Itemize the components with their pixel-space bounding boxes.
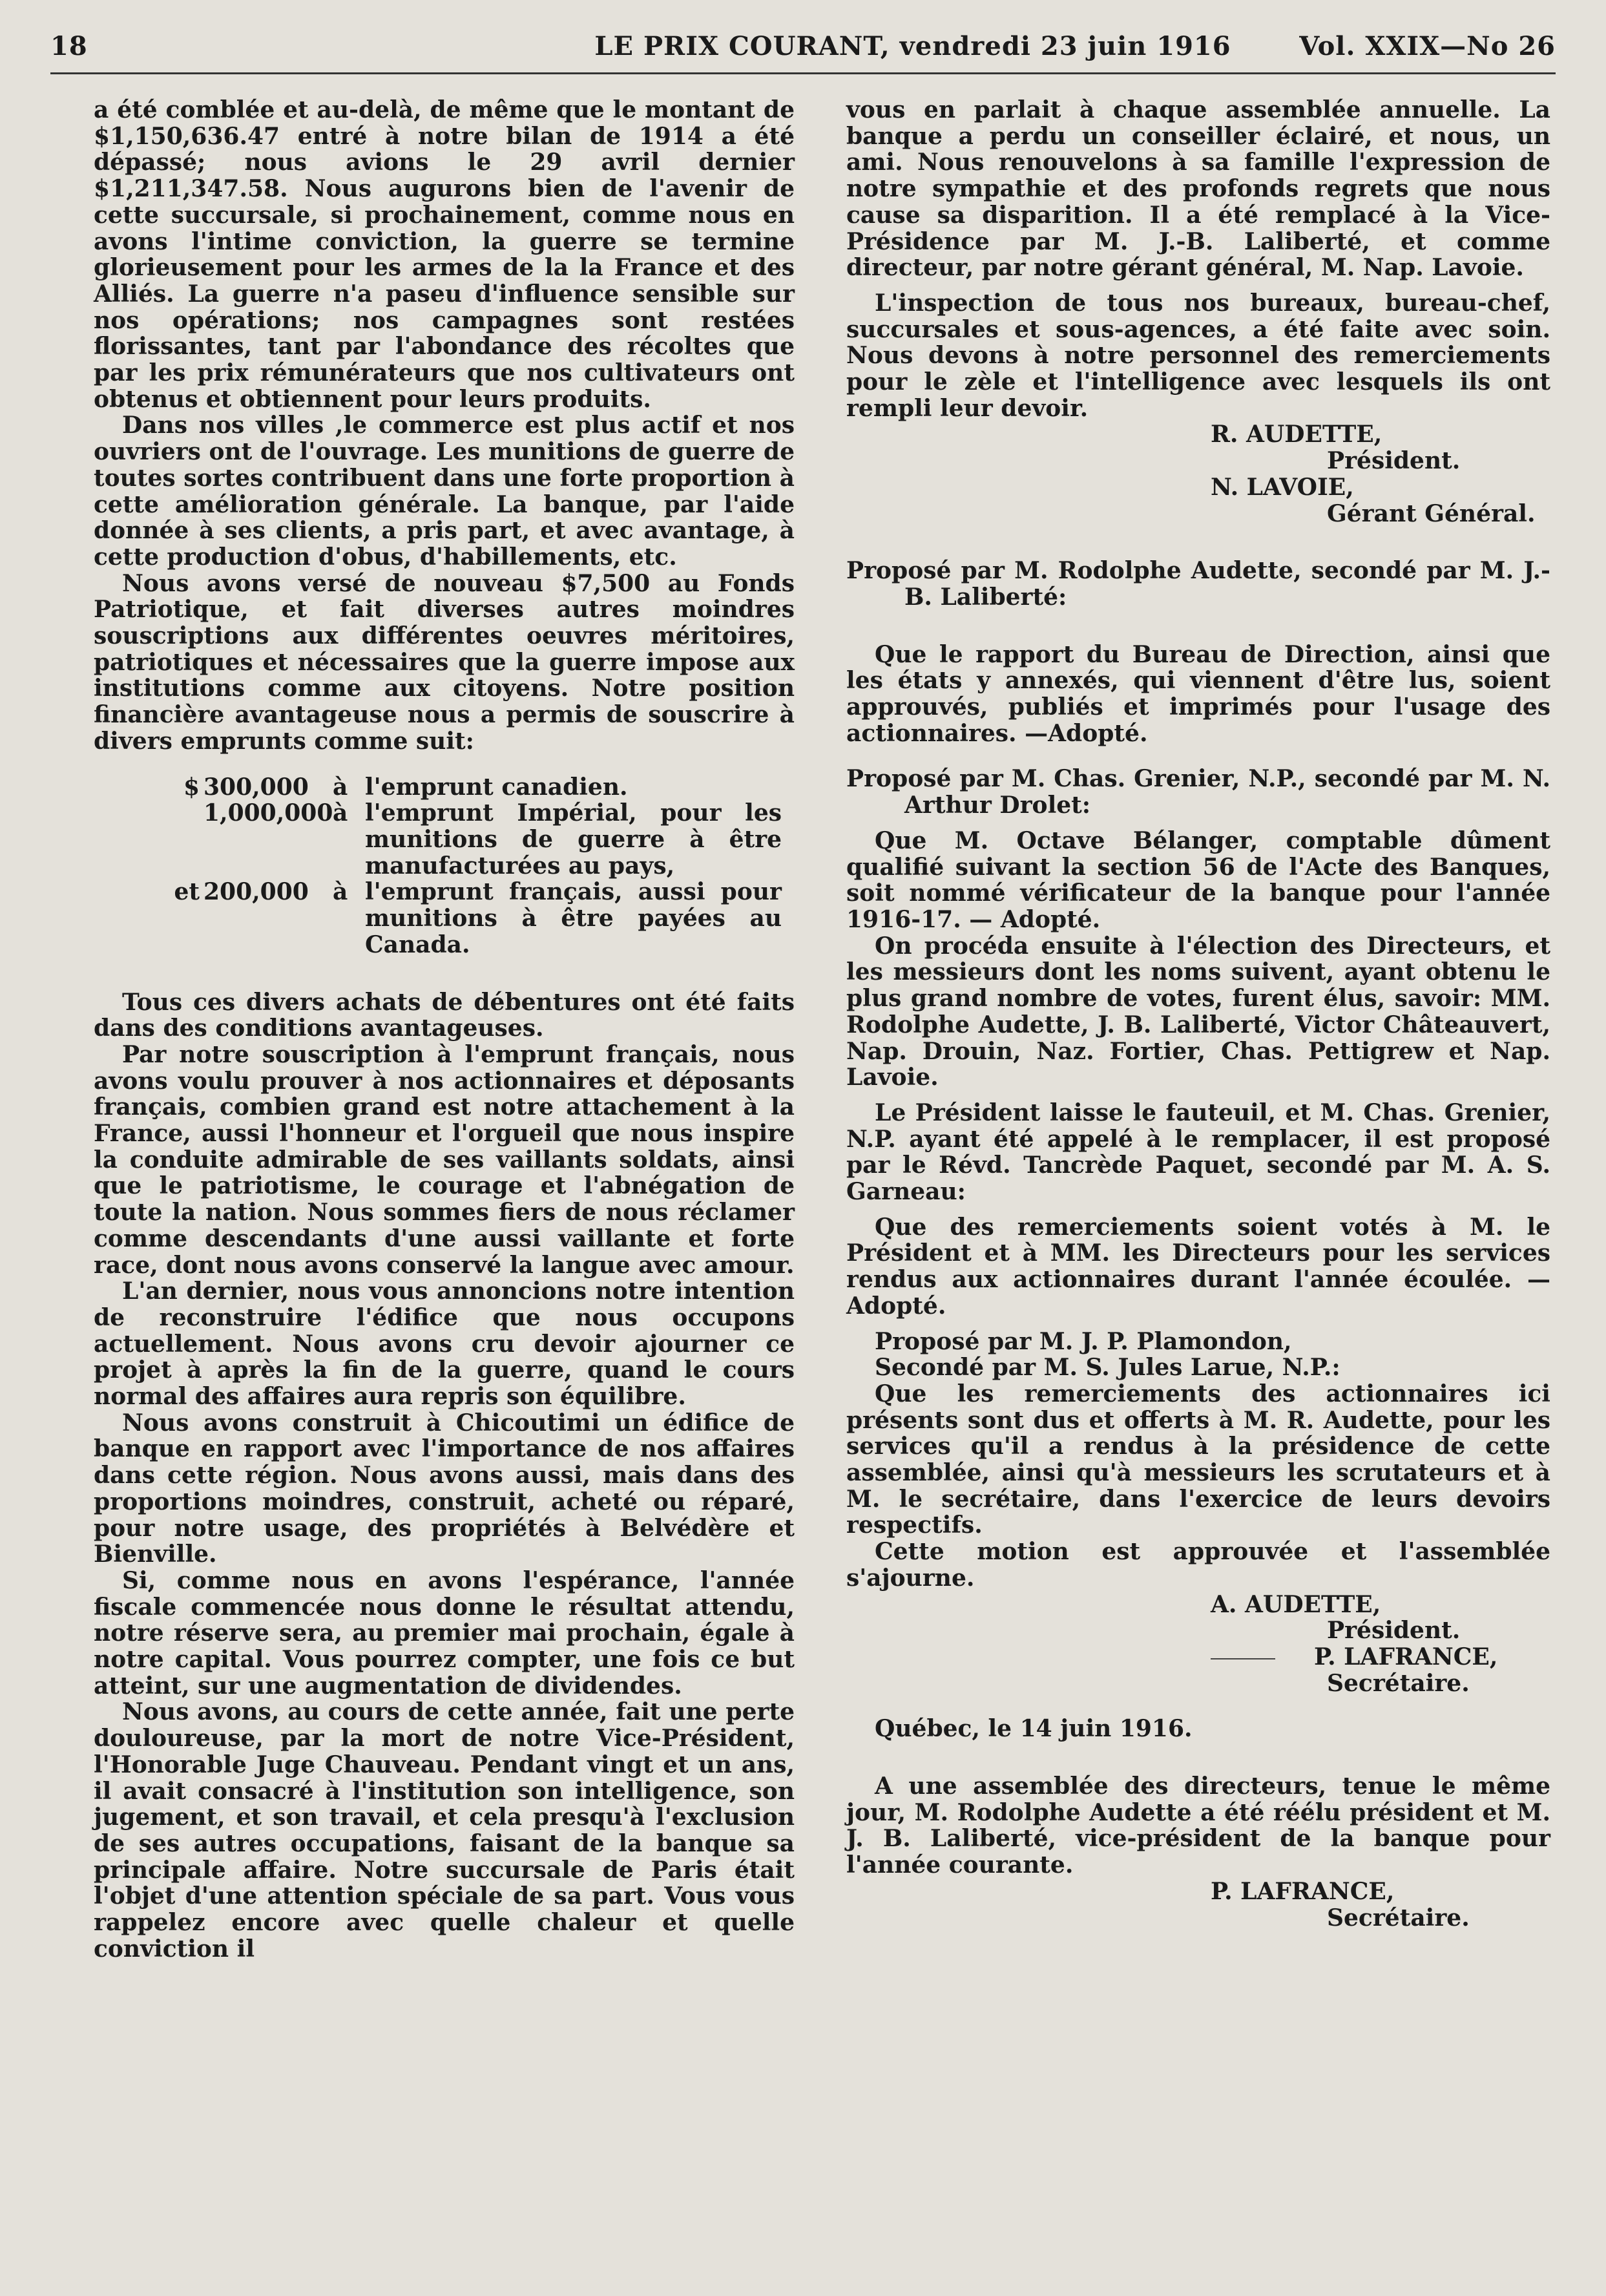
signature-role: Président. [1327,1617,1461,1645]
loan-list [120,774,795,958]
loan-prefix: et [174,878,200,906]
signature-role: Secrétaire. [1327,1904,1470,1932]
loan-prefix [120,800,203,879]
paragraph: Nous avons, au cours de cette année, fait une perte douloureuse, par la mort de notre Vice-Président, l'Honorable Juge Chauveau. Pendant vingt et un ans, il avait consacré à l'institution son intelligence, son jugement, et son travail, et cela presqu'à l'exclusion de ses autres occupations, faisant de la banque sa principale affaire. Notre succursale de Paris était l'objet d'une attention spéciale de sa part. Vous vous rappelez encore avec quelle chaleur et quelle conviction il [94,1698,795,1963]
paragraph: Secondé par M. S. Jules Larue, N.P.: [875,1354,1340,1382]
loan-a: à [333,799,348,827]
page-number: 18 [50,31,88,61]
right-column [846,97,1550,1931]
loan-amount: 200,000 [203,878,309,906]
paragraph: A une assemblée des directeurs, tenue le même jour, M. Rodolphe Audette a été réélu président et M. J. B. Laliberté, vice-président de la banque pour l'année courante. [846,1773,1550,1879]
paragraph: Nous avons construit à Chicoutimi un édifice de banque en rapport avec l'importance de nos affaires dans cette région. Nous avons aussi, mais dans des proportions moindres, construit, acheté ou réparé, pour notre usage, des propriétés à Belvédère et Bienville. [94,1409,795,1568]
paragraph: Cette motion est approuvée et l'assemblée s'ajourne. [846,1538,1550,1592]
loan-amount: 300,000 [203,773,309,801]
left-column [94,97,795,1963]
page-header [50,31,1556,70]
signature-name-text: P. LAFRANCE, [1314,1643,1498,1670]
loan-desc: l'emprunt français, aussi pour munitions à être payées au Canada. [365,878,782,958]
volume-number: Vol. XXIX—No 26 [1299,31,1556,61]
motion-proposal: Proposé par M. Chas. Grenier, N.P., secondé par M. N. Arthur Drolet: [846,765,1550,819]
header-rule [50,72,1556,74]
signature-name: N. LAVOIE, [1211,473,1354,501]
paragraph: Nous avons versé de nouveau $7,500 au Fonds Patriotique, et fait diverses autres moindres souscriptions aux différentes oeuvres méritoires, patriotiques et nécessaires que la guerre impose aux institutions comme aux citoyens. Notre position financière avantageuse nous a permis de souscrire à divers emprunts comme suit: [94,569,795,755]
paragraph: Par notre souscription à l'emprunt français, nous avons voulu prouver à nos actionnaires et déposants français, combien grand est notre attachement à la France, aussi l'honneur et l'orgueil que nous inspire la conduite admirable de ses vaillants soldats, ainsi que le patriotisme, le courage et l'abnégation de toute la nation. Nous sommes fiers de nous réclamer comme descendants d'une aussi vaillante et forte race, dont nous avons conservé la langue avec amour. [94,1040,795,1279]
signature-name [846,1644,1550,1670]
paragraph: Proposé par M. J. P. Plamondon, [875,1327,1292,1355]
paragraph: a été comblée et au-delà, de même que le montant de $1,150,636.47 entré à notre bilan de 1914 a été dépassé; nous avions le 29 avril dernier $1,211,347.58. Nous augurons bien de l'avenir de cette succursale, si prochainement, comme nous en avons l'intime conviction, la guerre se termine glorieusement pour les armes de la la France et des Alliés. La guerre n'a paseu d'influence sensible sur nos opérations; nos campagnes sont restées florissantes, tant par l'abondance des récoltes que par les prix rémunérateurs que nos cultivateurs ont obtenus et obtiennent pour leurs produits. [94,96,795,413]
signature-role: Secrétaire. [1327,1669,1470,1697]
loan-amount: 1,000,000 [203,799,333,827]
loan-a: à [333,878,348,906]
paragraph: Tous ces divers achats de débentures ont été faits dans des conditions avantageuses. [94,988,795,1042]
signature-name: P. LAFRANCE, [1211,1877,1395,1905]
paragraph: Que les remerciements des actionnaires ici présents sont dus et offerts à M. R. Audette, pour les services qu'il a rendus à la présidence de cette assemblée, ainsi qu'à messieurs les scrutateurs et à M. le secrétaire, dans l'exercice de leurs devoirs respectifs. [846,1380,1550,1539]
signature-name: R. AUDETTE, [1211,421,1382,448]
publication-title: LE PRIX COURANT, vendredi 23 juin 1916 [594,31,1231,61]
paragraph: vous en parlait à chaque assemblée annuelle. La banque a perdu un conseiller éclairé, et nous, un ami. Nous renouvelons à sa famille l'expression de notre sympathie et des profonds regrets que nous cause sa disparition. Il a été remplacé à la Vice-Présidence par M. J.-B. Laliberté, et comme directeur, par notre gérant général, M. Nap. Lavoie. [846,96,1550,282]
paragraph: Si, comme nous en avons l'espérance, l'année fiscale commencée nous donne le résultat attendu, notre réserve sera, au premier mai prochain, égale à notre capital. Vous pourrez compter, une fois ce but atteint, sur une augmentation de dividendes. [94,1566,795,1700]
paragraph: L'inspection de tous nos bureaux, bureau-chef, succursales et sous-agences, a été faite avec soin. Nous devons à notre personnel des remerciements pour le zèle et l'intelligence avec lesquels ils ont rempli leur devoir. [846,289,1550,422]
dash-rule [1211,1658,1275,1659]
signature-role: Président. [1327,447,1461,475]
loan-desc: l'emprunt Impérial, pour les munitions de guerre à être manufacturées au pays, [365,799,782,879]
paragraph: Dans nos villes ,le commerce est plus actif et nos ouvriers ont de l'ouvrage. Les munitions de guerre de toutes sortes contribuent dans une forte proportion à cette amélioration générale. La banque, par l'aide donnée à ses clients, a pris part, et avec avantage, à cette production d'obus, d'habillements, etc. [94,412,795,571]
loan-desc: l'emprunt canadien. [365,773,628,801]
paragraph: Que des remerciements soient votés à M. le Président et à MM. les Directeurs pour les services rendus aux actionnaires durant l'année écoulée. — Adopté. [846,1213,1550,1320]
signature-name: A. AUDETTE, [1211,1590,1381,1618]
paragraph: On procéda ensuite à l'élection des Directeurs, et les messieurs dont les noms suivent, ayant obtenu le plus grand nombre de votes, furent élus, savoir: MM. Rodolphe Audette, J. B. Laliberté, Victor Châteauvert, Nap. Drouin, Naz. Fortier, Chas. Pettigrew et Nap. Lavoie. [846,932,1550,1091]
paragraph: Le Président laisse le fauteuil, et M. Chas. Grenier, N.P. ayant été appelé à le remplacer, il est proposé par le Révd. Tancrède Paquet, secondé par M. A. S. Garneau: [846,1099,1550,1206]
document-date: Québec, le 14 juin 1916. [875,1715,1193,1743]
paragraph: L'an dernier, nous vous annoncions notre intention de reconstruire l'édifice que nous occupons actuellement. Nous avons cru devoir ajourner ce projet à après la fin de la guerre, quand le cours normal des affaires aura repris son équilibre. [94,1278,795,1411]
signature-role: Gérant Général. [1327,500,1536,527]
motion-text: Que le rapport du Bureau de Direction, ainsi que les états y annexés, qui viennent d'être lus, soient approuvés, publiés et imprimés pour l'usage des actionnaires. —Adopté. [846,640,1550,747]
motion-proposal: Proposé par M. Rodolphe Audette, secondé par M. J.-B. Laliberté: [846,557,1550,611]
loan-prefix: $ [183,773,200,801]
motion-text: Que M. Octave Bélanger, comptable dûment qualifié suivant la section 56 de l'Acte des Banques, soit nommé vérificateur de la banque pour l'année 1916-17. — Adopté. [846,827,1550,933]
loan-a: à [333,773,348,801]
